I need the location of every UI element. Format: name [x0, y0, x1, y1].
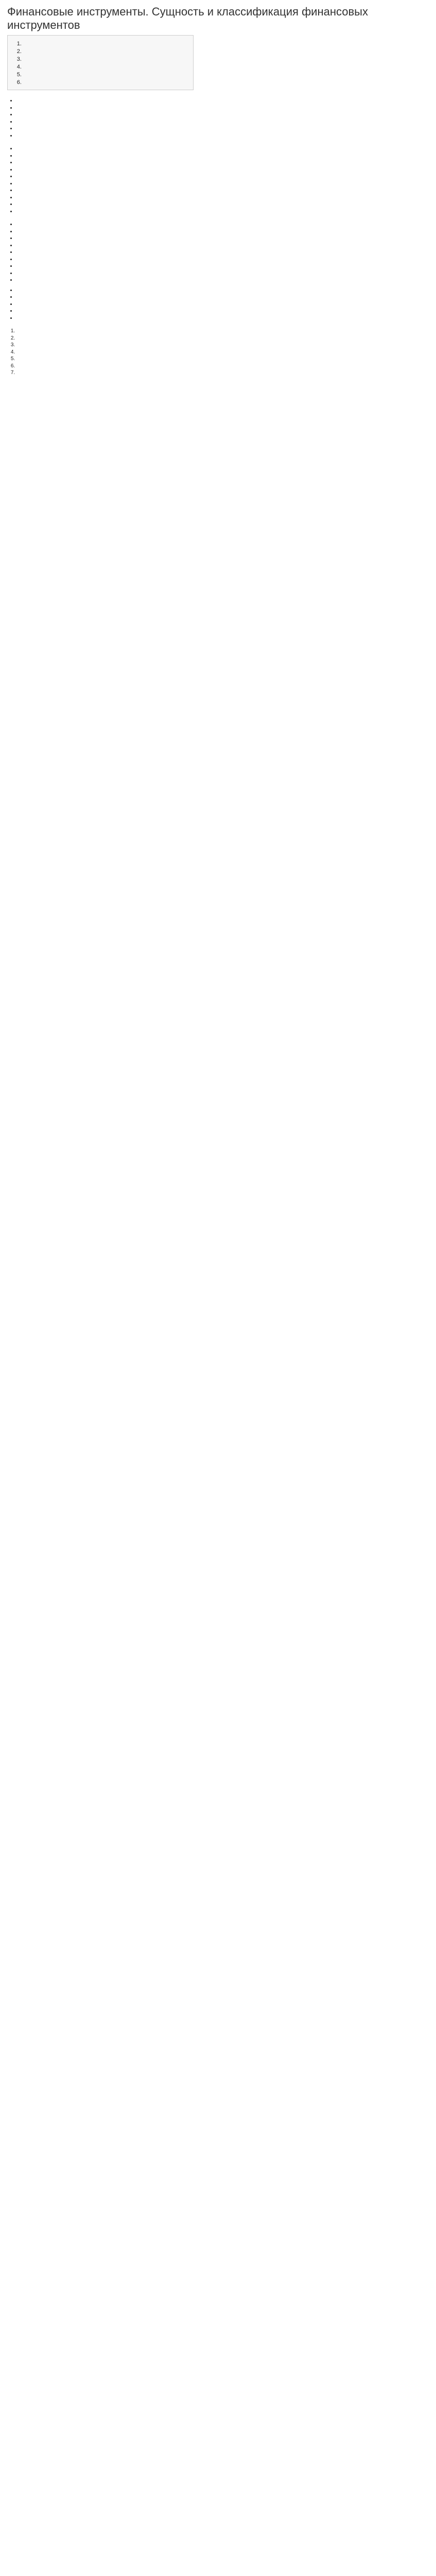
bullet-list: [7, 221, 429, 284]
toc-item: [23, 40, 188, 48]
reference-item: [16, 349, 429, 356]
list-item: [16, 201, 429, 208]
list-item: [16, 152, 429, 160]
section-3: [7, 221, 429, 321]
section-2: [7, 145, 429, 215]
reference-item: [16, 335, 429, 342]
reference-item: [16, 355, 429, 363]
toc-list: [13, 40, 188, 87]
bullet-list: [7, 287, 429, 322]
list-item: [16, 208, 429, 215]
reference-item: [16, 363, 429, 370]
list-item: [16, 159, 429, 166]
bullet-list: [7, 97, 429, 139]
reference-item: [16, 328, 429, 335]
reference-item: [16, 369, 429, 377]
list-item: [16, 118, 429, 126]
list-item: [16, 97, 429, 105]
list-item: [16, 277, 429, 284]
list-item: [16, 308, 429, 315]
references-list: [7, 328, 429, 377]
list-item: [16, 105, 429, 112]
section-1: [7, 97, 429, 139]
list-item: [16, 315, 429, 322]
toc-item: [23, 48, 188, 56]
table-of-contents: [7, 35, 194, 90]
list-item: [16, 256, 429, 263]
toc-item: [23, 56, 188, 63]
toc-item: [23, 63, 188, 71]
reference-item: [16, 342, 429, 349]
article-title: Финансовые инструменты. Сущность и классификация финансовых инструментов: [7, 5, 368, 31]
list-item: [16, 166, 429, 174]
list-item: [16, 301, 429, 308]
list-item: [16, 294, 429, 301]
list-item: [16, 263, 429, 270]
toc-item: [23, 79, 188, 87]
list-item: [16, 173, 429, 180]
bullet-list: [7, 145, 429, 215]
list-item: [16, 270, 429, 277]
list-item: [16, 249, 429, 256]
toc-item: [23, 71, 188, 79]
list-item: [16, 228, 429, 235]
list-item: [16, 125, 429, 132]
list-item: [16, 221, 429, 228]
list-item: [16, 111, 429, 118]
list-item: [16, 145, 429, 152]
list-item: [16, 287, 429, 294]
list-item: [16, 194, 429, 201]
list-item: [16, 235, 429, 242]
list-item: [16, 132, 429, 140]
list-item: [16, 242, 429, 249]
list-item: [16, 187, 429, 194]
references-section: [7, 328, 429, 377]
list-item: [16, 180, 429, 188]
